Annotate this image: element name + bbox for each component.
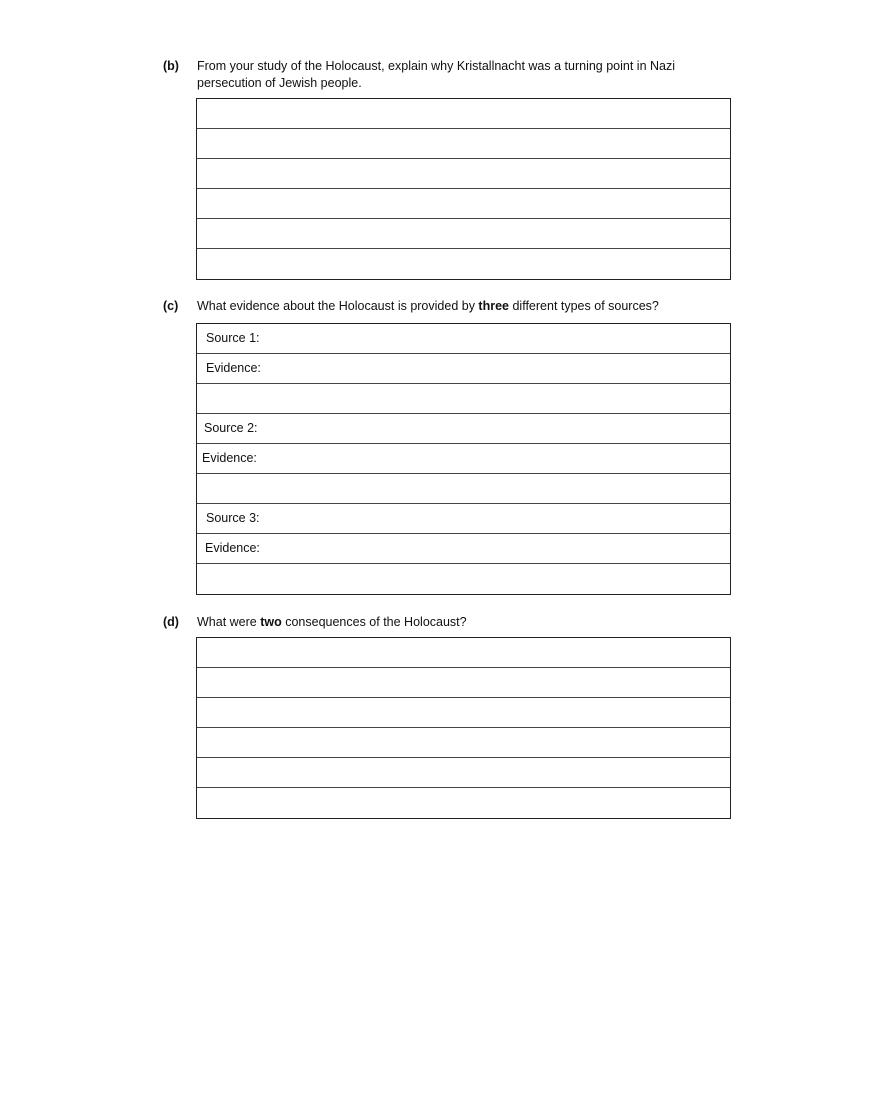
question-c-text [197, 298, 727, 315]
question-d-text [197, 614, 727, 631]
question-d-text-before: What were [197, 615, 261, 629]
question-d-text-after: consequences of the Holocaust? [281, 615, 467, 629]
answer-line[interactable] [197, 159, 730, 189]
evidence-row[interactable] [197, 354, 730, 384]
source-row[interactable] [197, 504, 730, 534]
answer-line[interactable] [197, 384, 730, 414]
answer-line[interactable] [197, 758, 730, 788]
question-d-text-bold: two [260, 615, 282, 629]
source-row[interactable] [197, 414, 730, 444]
answer-line[interactable] [197, 249, 730, 279]
question-c-text-bold: three [478, 299, 509, 313]
evidence-row[interactable] [197, 534, 730, 564]
source-1-label: Source 1: [206, 331, 260, 345]
answer-line[interactable] [197, 474, 730, 504]
answer-line[interactable] [197, 638, 730, 668]
evidence-1-label: Evidence: [206, 361, 261, 375]
question-c-label: (c) [163, 299, 179, 313]
question-d-label: (d) [163, 615, 179, 629]
source-3-label: Source 3: [206, 511, 260, 525]
answer-box-c[interactable] [196, 323, 731, 595]
answer-line[interactable] [197, 668, 730, 698]
source-row[interactable] [197, 324, 730, 354]
evidence-row[interactable] [197, 444, 730, 474]
answer-line[interactable] [197, 788, 730, 818]
question-b-line1: From your study of the Holocaust, explain why Kristallnacht was a turning point in Nazi [197, 59, 676, 73]
evidence-2-label: Evidence: [202, 451, 257, 465]
answer-box-d[interactable] [196, 637, 731, 819]
source-2-label: Source 2: [204, 421, 258, 435]
answer-line[interactable] [197, 189, 730, 219]
question-b-line2: persecution of Jewish people. [197, 76, 362, 90]
answer-line[interactable] [197, 219, 730, 249]
question-b-label: (b) [163, 59, 179, 73]
answer-line[interactable] [197, 564, 730, 594]
answer-line[interactable] [197, 728, 730, 758]
question-c-text-after: different types of sources? [509, 299, 659, 313]
question-b-text [197, 58, 727, 92]
answer-line[interactable] [197, 698, 730, 728]
answer-line[interactable] [197, 129, 730, 159]
evidence-3-label: Evidence: [205, 541, 260, 555]
question-c-text-before: What evidence about the Holocaust is provided by [197, 299, 479, 313]
answer-box-b[interactable] [196, 98, 731, 280]
answer-line[interactable] [197, 99, 730, 129]
